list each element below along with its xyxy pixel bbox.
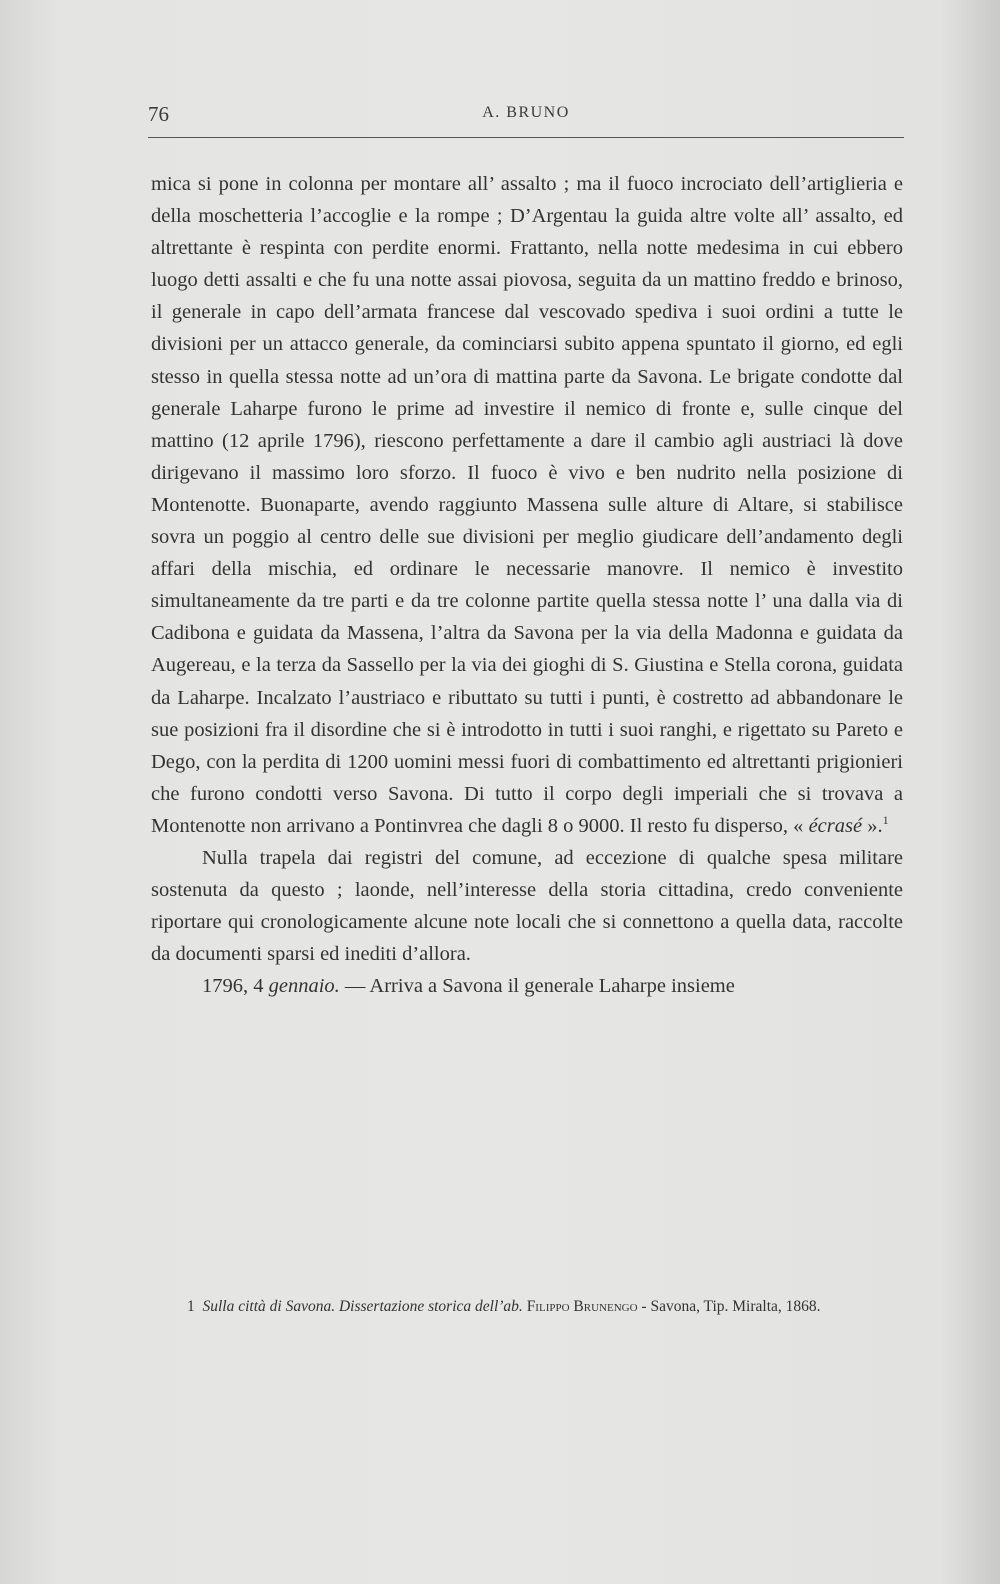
body-text — [151, 168, 903, 1002]
running-head: A. BRUNO — [482, 104, 570, 121]
footnote-1 — [151, 1292, 903, 1322]
page-number: 76 — [148, 102, 169, 126]
paragraph-3-month: gennaio. — [268, 975, 340, 998]
paragraph-1-text: mica si pone in colonna per montare all’ assalto ; ma il fuoco incrociato dell’artiglieria e della moschetteria l’accoglie e la rompe ; D’Argentau la guida altre volte all’ assalto, ed altrettante è respinta con perdite enormi. Frattanto, nella notte medesima in cui ebbero luogo detti assalti e che fu una notte assai piovosa, seguita da un mattino freddo e brinoso, il generale in capo dell’armata francese dal vescovado spediva i suoi ordini a tutte le divisioni per un attacco generale, da cominciarsi subito appena spuntato il giorno, ed egli stesso in quella stessa notte ad un’ora di mattina parte da Savona. Le brigate condotte dal generale Laharpe furono le prime ad investire il nemico di fronte e, sulle cinque del mattino (12 aprile 1796), riescono perfettamente a dare il cambio agli austriaci là dove dirigevano il massimo loro sforzo. Il fuoco è vivo e ben nudrito nella posizione di Montenotte. Buonaparte, avendo raggiunto Massena sulle alture di Altare, si stabilisce sovra un poggio al centro delle sue divisioni per meglio giudicare dell’andamento degli affari della mischia, ed ordinare le necessarie manovre. Il nemico è investito simultaneamente da tre parti e da tre colonne partite quella stessa notte l’ una dalla via di Cadibona e guidata da Massena, l’altra da Savona per la via della Madonna e guidata da Augereau, e la terza da Sassello per la via dei gioghi di S. Giustina e Stella corona, guidata da Laharpe. Incalzato l’austriaco e ributtato su tutti i punti, è costretto ad abbandonare le sue posizioni fra il disordine che si è introdotto in tutti i suoi ranghi, e rigettato su Pareto e Dego, con la perdita di 1200 uomini messi fuori di combattimento ed altrettanti prigionieri che furono condotti verso Savona. Di tutto il corpo degli imperiali che si trovava a Montenotte non arrivano a Pontinvrea che dagli 8 o 9000. Il resto fu disperso, « — [151, 173, 903, 837]
footnote-ref[interactable]: 1 — [882, 813, 889, 828]
footnote-title: Sulla città di Savona. Dissertazione storica dell’ab. — [202, 1298, 523, 1315]
page-header — [148, 98, 904, 128]
header-rule — [148, 137, 904, 138]
paragraph-3-date: 1796, 4 — [202, 975, 264, 998]
paragraph-2: Nulla trapela dai registri del comune, ad eccezione di qualche spesa militare sostenuta da questo ; laonde, nell’interesse della storia cittadina, credo conveniente riportare qui cronologicamente alcune note locali che si connettono a quella data, raccolte da documenti sparsi ed inediti d’allora. — [151, 846, 903, 966]
footnote-author: Filippo Brunengo — [526, 1298, 638, 1315]
footnote-rest: - Savona, Tip. Miralta, 1868. — [641, 1298, 821, 1315]
footnote — [151, 1292, 903, 1322]
paragraph-3-text: — Arriva a Savona il generale Laharpe insieme — [344, 975, 735, 998]
footnote-number: 1 — [187, 1298, 195, 1315]
paragraph-1-quote: écrasé — [808, 814, 863, 837]
paragraph-1-close: ». — [867, 814, 883, 837]
paragraph-1 — [151, 168, 903, 842]
paragraph-3 — [151, 970, 903, 1002]
